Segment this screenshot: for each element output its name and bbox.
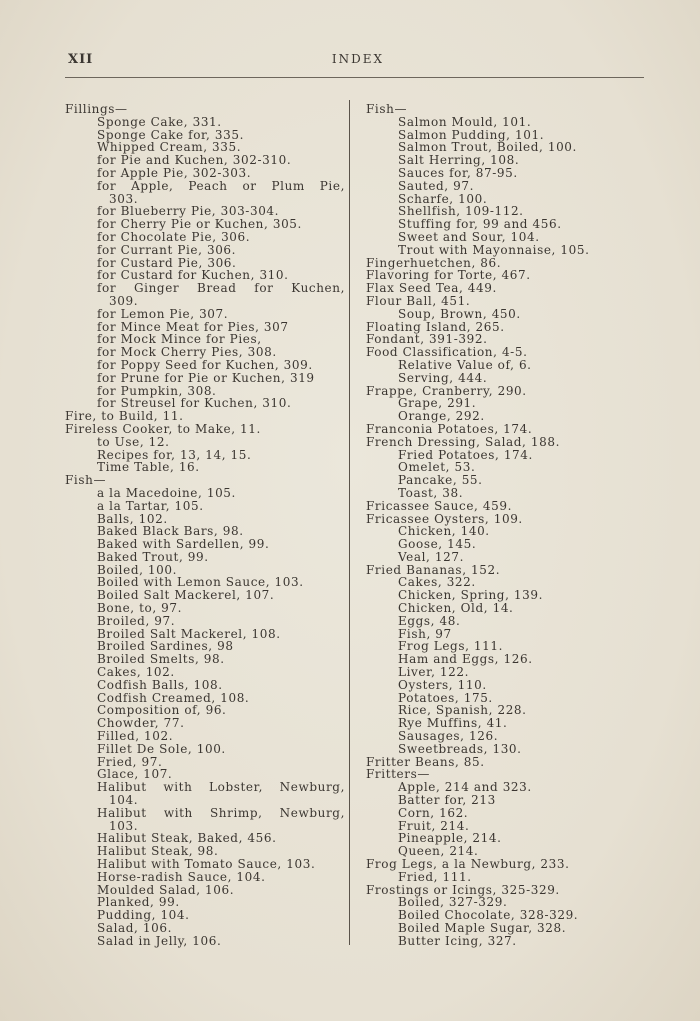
index-entry: Fish— [366,102,408,116]
index-subentry: for Lemon Pie, 307. [97,306,229,321]
index-subentry: Balls, 102. [97,511,168,526]
index-entry: Fire, to Build, 11. [65,409,184,424]
index-subentry: Rice, Spanish, 228. [398,703,527,718]
index-subentry: Goose, 145. [398,537,477,552]
index-subentry: Time Table, 16. [97,460,200,475]
index-subentry: Halibut with Tomato Sauce, 103. [97,857,316,872]
index-subentry: for Chocolate Pie, 306. [97,229,251,244]
index-entry: Frostings or Icings, 325-329. [366,882,560,897]
index-column-right [366,103,646,948]
index-subentry: Recipes for, 13, 14, 15. [97,447,252,462]
index-subentry: for Ginger Bread for Kuchen, [97,281,345,296]
index-subentry: Filled, 102. [97,729,174,744]
index-subentry: Toast, 38. [398,485,464,500]
index-subentry: Trout with Mayonnaise, 105. [398,242,590,257]
index-subentry: Fillet De Sole, 100. [97,741,226,756]
index-subentry: Salmon Pudding, 101. [398,127,545,142]
index-subentry: Boiled with Lemon Sauce, 103. [97,575,304,590]
index-subentry: Oysters, 110. [398,677,487,692]
index-subentry: Cakes, 322. [398,575,476,590]
index-subentry: Sauces for, 87-95. [398,165,518,180]
index-subentry: Planked, 99. [97,895,180,910]
index-column-left [65,103,345,948]
index-subentry: Frog Legs, 111. [398,639,504,654]
index-subentry: Boiled, 327-329. [398,895,508,910]
index-subentry: Soup, Brown, 450. [398,306,521,321]
index-entry: Floating Island, 265. [366,319,505,334]
index-entry-continuation: 309. [109,293,139,308]
index-subentry: Sauted, 97. [398,178,475,193]
index-subentry: Batter for, 213 [398,793,496,808]
index-subentry: Omelet, 53. [398,460,476,475]
index-entry: Fireless Cooker, to Make, 11. [65,421,261,436]
index-subentry: for Mince Meat for Pies, 307 [97,319,289,334]
index-subentry: for Cherry Pie or Kuchen, 305. [97,217,302,232]
index-subentry: Sweet and Sour, 104. [398,229,540,244]
index-entry: Fricassee Oysters, 109. [366,511,523,526]
index-subentry: for Apple, Peach or Plum Pie, [97,178,345,193]
index-entry-continuation: 104. [109,793,139,808]
index-subentry: Eggs, 48. [398,613,461,628]
index-subentry: Boiled, 100. [97,562,178,577]
index-subentry: Fried Potatoes, 174. [398,447,533,462]
index-entry: French Dressing, Salad, 188. [366,434,561,449]
index-subentry: Halibut with Shrimp, Newburg, [97,805,345,820]
running-title: INDEX [331,52,385,66]
index-subentry: Stuffing for, 99 and 456. [398,217,562,232]
index-subentry: for Blueberry Pie, 303-304. [97,204,280,219]
index-entry: Fricassee Sauce, 459. [366,498,512,513]
index-entry: Fingerhuetchen, 86. [366,255,502,270]
index-subentry: Salad, 106. [97,921,172,935]
index-subentry: Serving, 444. [398,370,488,385]
index-subentry: Sausages, 126. [398,729,499,744]
index-subentry: Salmon Trout, Boiled, 100. [398,140,577,155]
index-subentry: Moulded Salad, 106. [97,882,235,897]
index-entry: Franconia Potatoes, 174. [366,421,533,436]
index-subentry: Salad in Jelly, 106. [97,933,222,948]
index-entry: Fritter Beans, 85. [366,754,485,769]
index-subentry: Chicken, 140. [398,524,490,539]
index-entry: Fritters— [366,767,430,782]
index-subentry: for Mock Cherry Pies, 308. [97,345,277,360]
index-subentry: Scharfe, 100. [398,191,488,206]
index-subentry: Codfish Balls, 108. [97,677,223,692]
index-entry-continuation: 303. [109,191,139,206]
index-subentry: Grape, 291. [398,396,477,411]
index-subentry: Sweetbreads, 130. [398,741,522,756]
column-divider [349,100,350,945]
index-subentry: Corn, 162. [398,805,469,820]
index-subentry: Glace, 107. [97,767,173,782]
index-subentry: Sponge Cake for, 335. [97,127,245,142]
index-subentry: Broiled Smelts, 98. [97,652,225,667]
index-subentry: Broiled Salt Mackerel, 108. [97,626,281,641]
index-subentry: Composition of, 96. [97,703,227,718]
index-subentry: Butter Icing, 327. [398,933,517,948]
index-subentry: Chowder, 77. [97,716,185,731]
index-entry: Frog Legs, a la Newburg, 233. [366,857,570,872]
index-subentry: Baked with Sardellen, 99. [97,537,270,552]
index-subentry: for Custard for Kuchen, 310. [97,268,289,283]
index-subentry: Fruit, 214. [398,818,470,833]
index-subentry: Broiled Sardines, 98 [97,639,234,654]
index-entry: Frappe, Cranberry, 290. [366,383,527,398]
index-subentry: Chicken, Spring, 139. [398,588,544,603]
index-subentry: Halibut with Lobster, Newburg, [97,780,345,795]
index-subentry: Boiled Chocolate, 328-329. [398,908,579,923]
index-subentry: Queen, 214. [398,844,479,859]
index-entry: Fondant, 391-392. [366,332,488,347]
index-subentry: Pudding, 104. [97,908,190,923]
index-subentry: Chicken, Old, 14. [398,601,514,616]
index-subentry: Halibut Steak, Baked, 456. [97,831,277,846]
index-subentry: for Prune for Pie or Kuchen, 319 [97,370,315,385]
index-subentry: Baked Black Bars, 98. [97,524,244,539]
index-subentry: Sponge Cake, 331. [97,114,222,129]
index-entry: Fillings— [65,102,128,116]
index-subentry: a la Macedoine, 105. [97,485,236,500]
index-subentry: a la Tartar, 105. [97,498,204,513]
index-subentry: Salmon Mould, 101. [398,114,532,129]
index-subentry: Halibut Steak, 98. [97,844,219,859]
index-subentry: Orange, 292. [398,409,485,424]
index-subentry: Liver, 122. [398,665,470,680]
index-subentry: to Use, 12. [97,434,170,449]
index-subentry: for Apple Pie, 302-303. [97,165,252,180]
index-subentry: for Poppy Seed for Kuchen, 309. [97,357,313,372]
index-subentry: Shellfish, 109-112. [398,204,524,219]
index-subentry: Boiled Salt Mackerel, 107. [97,588,275,603]
index-subentry: for Mock Mince for Pies, [97,332,262,347]
header-rule [65,77,644,78]
index-subentry: Fish, 97 [398,626,452,641]
index-entry-continuation: 103. [109,818,139,833]
index-subentry: Horse-radish Sauce, 104. [97,869,266,884]
index-subentry: Pineapple, 214. [398,831,502,846]
index-subentry: Fried, 97. [97,754,163,769]
index-subentry: Bone, to, 97. [97,601,183,616]
index-subentry: for Custard Pie, 306. [97,255,237,270]
index-subentry: for Pumpkin, 308. [97,383,217,398]
index-subentry: Codfish Creamed, 108. [97,690,250,705]
index-subentry: for Currant Pie, 306. [97,242,237,257]
index-subentry: Fried, 111. [398,869,472,884]
index-subentry: for Pie and Kuchen, 302-310. [97,153,292,168]
index-subentry: Salt Herring, 108. [398,153,520,168]
index-entry: Flax Seed Tea, 449. [366,281,497,296]
page-number: XII [68,52,94,67]
index-subentry: Pancake, 55. [398,473,483,488]
index-subentry: Whipped Cream, 335. [97,140,242,155]
index-subentry: Relative Value of, 6. [398,357,532,372]
index-subentry: Veal, 127. [398,549,465,564]
index-subentry: Potatoes, 175. [398,690,493,705]
index-subentry: Rye Muffins, 41. [398,716,508,731]
index-entry: Fish— [65,473,107,488]
index-entry: Food Classification, 4-5. [366,345,528,360]
index-subentry: Broiled, 97. [97,613,176,628]
index-entry: Flavoring for Torte, 467. [366,268,531,283]
index-subentry: Ham and Eggs, 126. [398,652,533,667]
index-subentry: Boiled Maple Sugar, 328. [398,921,567,935]
index-entry: Flour Ball, 451. [366,293,471,308]
index-subentry: for Streusel for Kuchen, 310. [97,396,292,411]
index-subentry: Apple, 214 and 323. [398,780,532,795]
index-subentry: Baked Trout, 99. [97,549,209,564]
index-subentry: Cakes, 102. [97,665,175,680]
index-entry: Fried Bananas, 152. [366,562,501,577]
